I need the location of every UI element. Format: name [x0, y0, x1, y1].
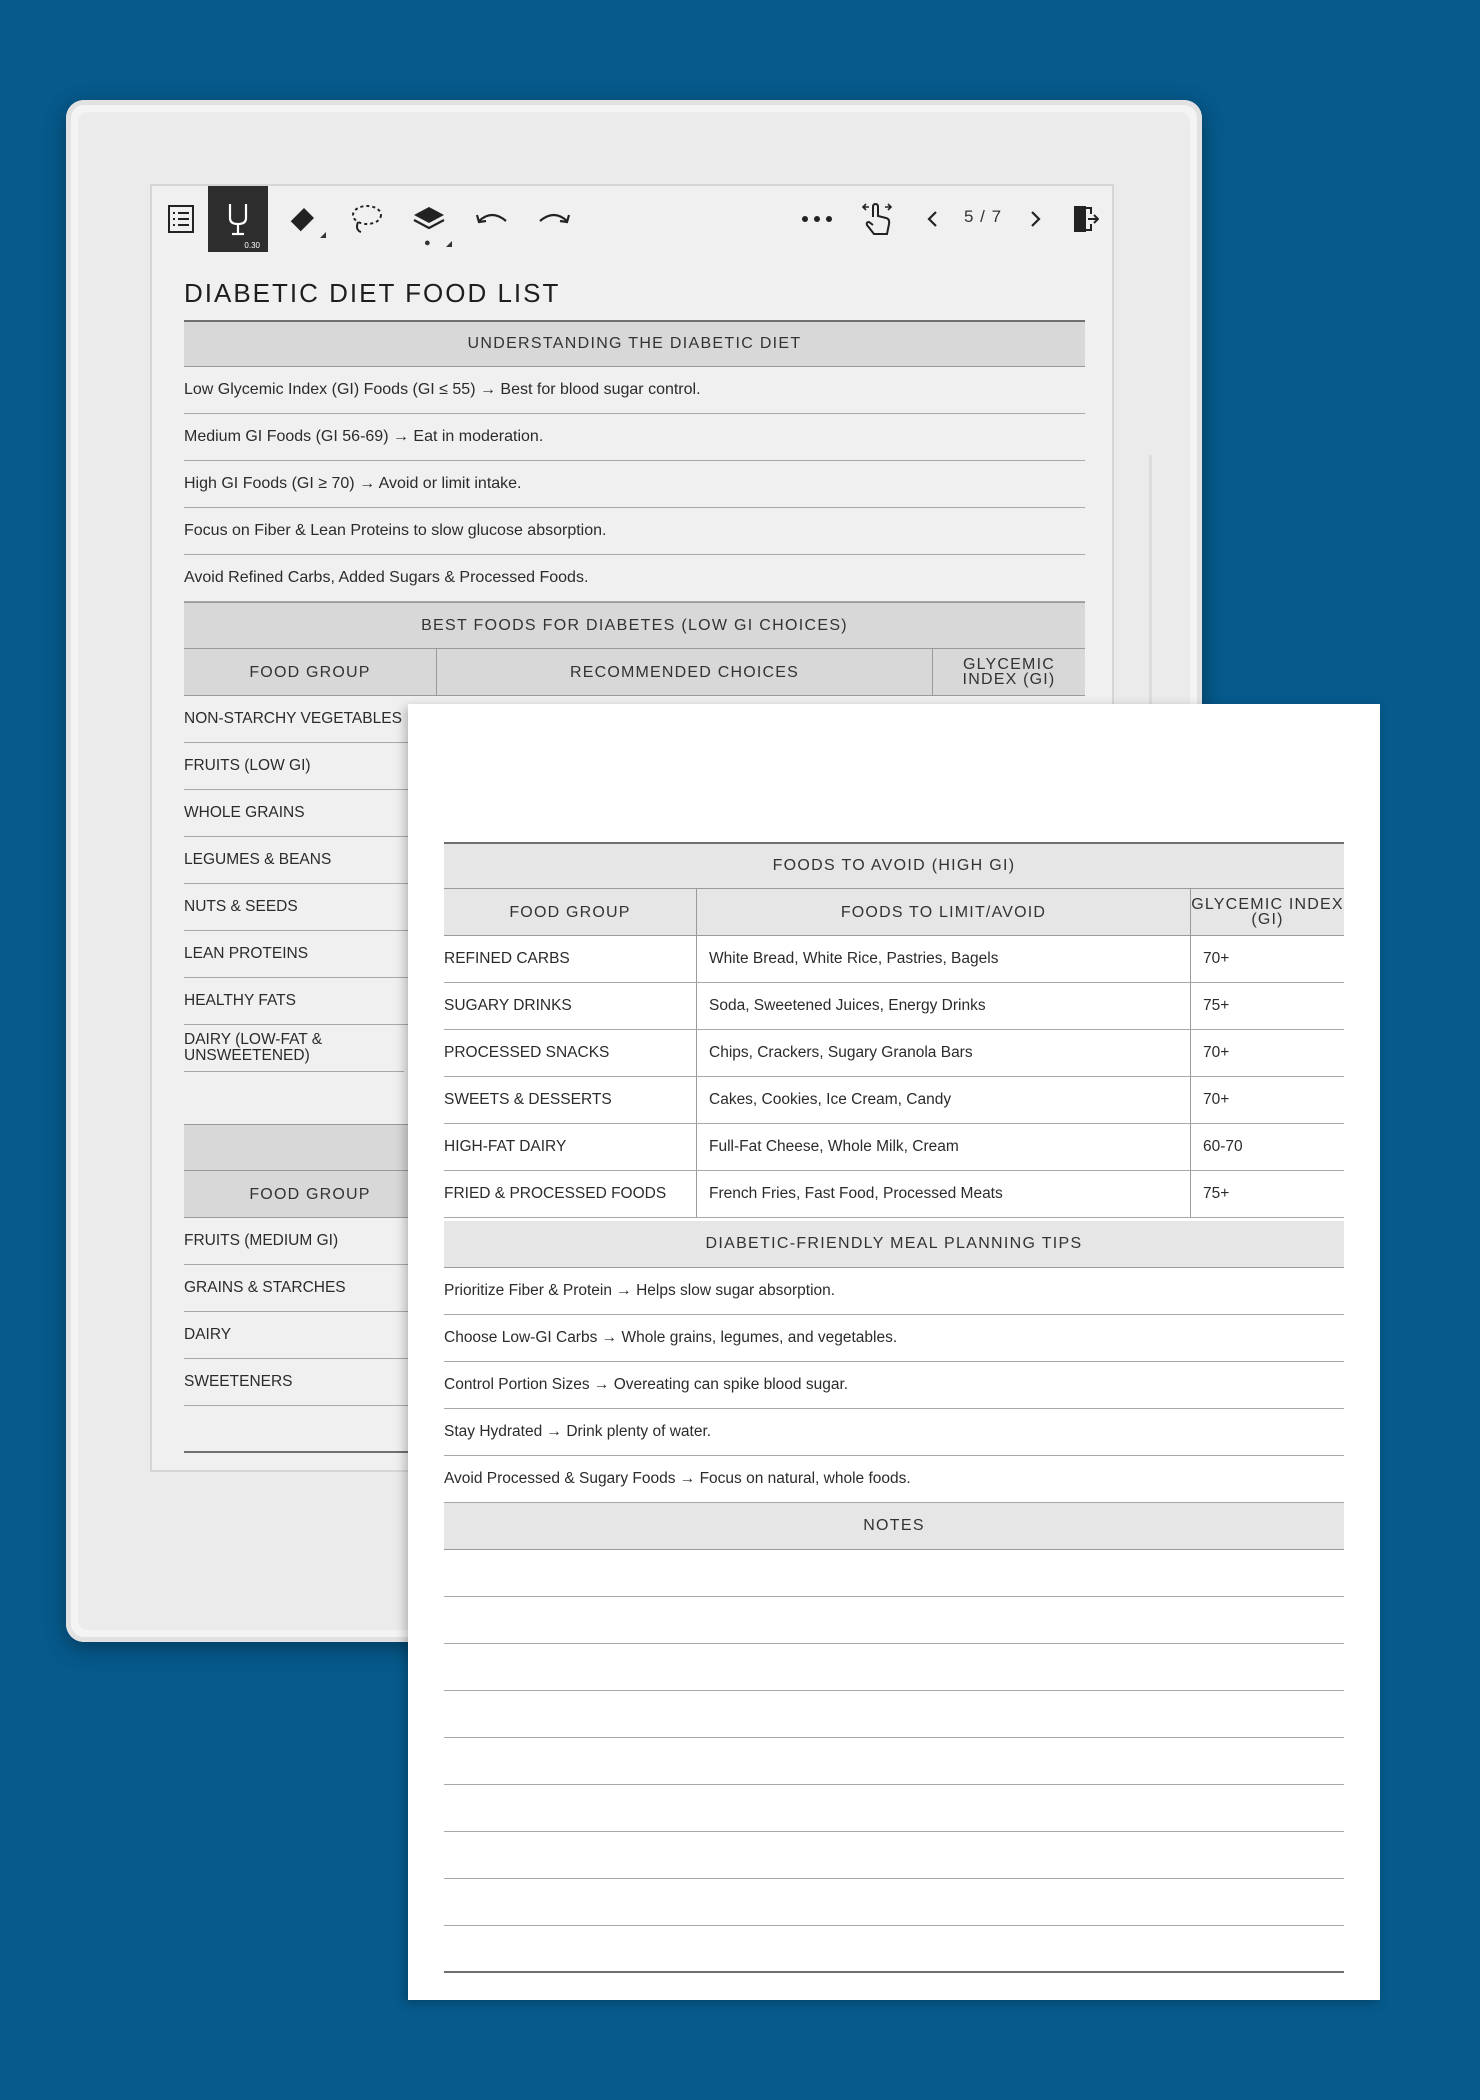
table-row: GRAINS & STARCHES: [184, 1265, 1085, 1312]
note-line[interactable]: [444, 1691, 1344, 1738]
gi-cell: 75+: [1190, 983, 1344, 1029]
page-indicator: 5 / 7: [964, 207, 1003, 226]
meal-planning-tips: [444, 1221, 1344, 1503]
column-header-food-group: FOOD GROUP: [509, 903, 631, 921]
foods-cell: Soda, Sweetened Juices, Energy Drinks: [696, 983, 1190, 1029]
list-icon: [167, 204, 195, 234]
previous-page-button[interactable]: [912, 186, 952, 252]
eraser-icon: [286, 204, 318, 234]
note-line[interactable]: [444, 1832, 1344, 1879]
eraser-tool-button[interactable]: [274, 186, 330, 252]
foods-cell: Cakes, Cookies, Ice Cream, Candy: [696, 1077, 1190, 1123]
gesture-toggle-button[interactable]: [852, 186, 902, 252]
table-row: LEGUMES & BEANS: [184, 837, 1085, 884]
column-header-recommended: RECOMMENDED CHOICES: [436, 649, 932, 695]
tip-line: Prioritize Fiber & Protein → Helps slow sugar absorption.: [444, 1268, 1344, 1315]
note-line[interactable]: [444, 1644, 1344, 1691]
table-row: NUTS & SEEDS: [184, 884, 1085, 931]
best-foods-columns: [184, 649, 1085, 696]
foods-to-avoid-table: [444, 842, 1344, 1218]
column-header-gi: GLYCEMIC INDEX (GI): [1190, 889, 1344, 935]
exit-document-button[interactable]: [1062, 186, 1108, 252]
gi-cell: 60-70: [1190, 1124, 1344, 1170]
more-dots-icon: [801, 215, 833, 223]
layers-button[interactable]: [400, 186, 458, 252]
eye-icon: ●: [424, 237, 431, 249]
tip-line: Avoid Processed & Sugary Foods → Focus on natural, whole foods.: [444, 1456, 1344, 1503]
column-header-food-group: FOOD GROUP: [249, 663, 371, 681]
tip-line: Control Portion Sizes → Overeating can spike blood sugar.: [444, 1362, 1344, 1409]
understanding-section: [184, 320, 1085, 602]
printed-page: [408, 704, 1380, 2000]
table-row: FRUITS (LOW GI): [184, 743, 1085, 790]
tips-heading: DIABETIC-FRIENDLY MEAL PLANNING TIPS: [444, 1221, 1344, 1268]
table-row: DAIRY: [184, 1312, 1085, 1359]
gi-cell: 70+: [1190, 1077, 1344, 1123]
table-row: [444, 1171, 1344, 1218]
foods-cell: French Fries, Fast Food, Processed Meats: [696, 1171, 1190, 1217]
gi-cell: 75+: [1190, 1171, 1344, 1217]
pen-size-label: 0.30: [244, 241, 260, 250]
layers-options-indicator: [446, 241, 452, 247]
table-row: NON-STARCHY VEGETABLES: [184, 696, 1085, 743]
undo-button[interactable]: [464, 186, 520, 252]
note-line[interactable]: [444, 1550, 1344, 1597]
lasso-select-button[interactable]: [338, 186, 394, 252]
eraser-options-indicator: [320, 232, 326, 238]
exit-door-icon: [1071, 204, 1099, 234]
notes-section: [444, 1503, 1344, 1973]
foods-cell: White Bread, White Rice, Pastries, Bagels: [696, 936, 1190, 982]
note-line[interactable]: [444, 1879, 1344, 1926]
food-group-cell: HIGH-FAT DAIRY: [444, 1138, 567, 1155]
table-row: [444, 1124, 1344, 1171]
more-options-button[interactable]: [792, 186, 842, 252]
table-row: [444, 983, 1344, 1030]
chevron-right-icon: [1030, 210, 1042, 228]
food-group-cell: SUGARY DRINKS: [444, 997, 572, 1014]
table-row: SWEETENERS: [184, 1359, 1085, 1406]
table-row: DAIRY (LOW-FAT & UNSWEETENED): [184, 1025, 404, 1072]
understanding-line: Low Glycemic Index (GI) Foods (GI ≤ 55) → Best for blood sugar control.: [184, 367, 1085, 414]
food-group-cell: REFINED CARBS: [444, 950, 570, 967]
understanding-line: Focus on Fiber & Lean Proteins to slow glucose absorption.: [184, 508, 1085, 555]
redo-button[interactable]: [526, 186, 582, 252]
table-row: [444, 936, 1344, 983]
gi-cell: 70+: [1190, 1030, 1344, 1076]
toolbar: [152, 186, 1112, 252]
foods-to-avoid-columns: [444, 889, 1344, 936]
column-header-gi: GLYCEMIC INDEX (GI): [932, 649, 1085, 695]
lasso-icon: [349, 202, 383, 236]
touch-hand-icon: [860, 201, 894, 237]
tip-line: Choose Low-GI Carbs → Whole grains, legumes, and vegetables.: [444, 1315, 1344, 1362]
undo-icon: [475, 209, 509, 229]
column-header-foods-to-limit: FOODS TO LIMIT/AVOID: [696, 889, 1190, 935]
note-line[interactable]: [444, 1785, 1344, 1832]
next-page-button[interactable]: [1016, 186, 1056, 252]
understanding-line: High GI Foods (GI ≥ 70) → Avoid or limit intake.: [184, 461, 1085, 508]
table-row: FRUITS (MEDIUM GI): [184, 1218, 1085, 1265]
redo-icon: [537, 209, 571, 229]
best-foods-heading: BEST FOODS FOR DIABETES (LOW GI CHOICES): [184, 602, 1085, 649]
table-row: LEAN PROTEINS: [184, 931, 1085, 978]
pen-icon: [223, 202, 253, 236]
food-group-cell: SWEETS & DESSERTS: [444, 1091, 612, 1108]
table-row: HEALTHY FATS: [184, 978, 1085, 1025]
understanding-line: Avoid Refined Carbs, Added Sugars & Processed Foods.: [184, 555, 1085, 602]
food-group-cell: PROCESSED SNACKS: [444, 1044, 610, 1061]
table-row: [444, 1077, 1344, 1124]
tip-line: Stay Hydrated → Drink plenty of water.: [444, 1409, 1344, 1456]
layers-icon: [412, 204, 446, 234]
gi-cell: 70+: [1190, 936, 1344, 982]
table-row: WHOLE GRAINS: [184, 790, 1085, 837]
chevron-left-icon: [926, 210, 938, 228]
understanding-heading: UNDERSTANDING THE DIABETIC DIET: [184, 320, 1085, 367]
food-group-cell: FRIED & PROCESSED FOODS: [444, 1185, 667, 1202]
note-line[interactable]: [444, 1738, 1344, 1785]
document-title: DIABETIC DIET FOOD LIST: [184, 278, 561, 308]
note-line[interactable]: [444, 1597, 1344, 1644]
table-row: [444, 1030, 1344, 1077]
table-of-contents-button[interactable]: [158, 186, 204, 252]
column-header-food-group: FOOD GROUP: [249, 1185, 371, 1203]
understanding-line: Medium GI Foods (GI 56-69) → Eat in moderation.: [184, 414, 1085, 461]
foods-cell: Full-Fat Cheese, Whole Milk, Cream: [696, 1124, 1190, 1170]
notes-heading: NOTES: [444, 1503, 1344, 1550]
pen-tool-button[interactable]: [208, 186, 268, 252]
foods-to-avoid-heading: FOODS TO AVOID (HIGH GI): [444, 842, 1344, 889]
note-line[interactable]: [444, 1926, 1344, 1973]
foods-cell: Chips, Crackers, Sugary Granola Bars: [696, 1030, 1190, 1076]
